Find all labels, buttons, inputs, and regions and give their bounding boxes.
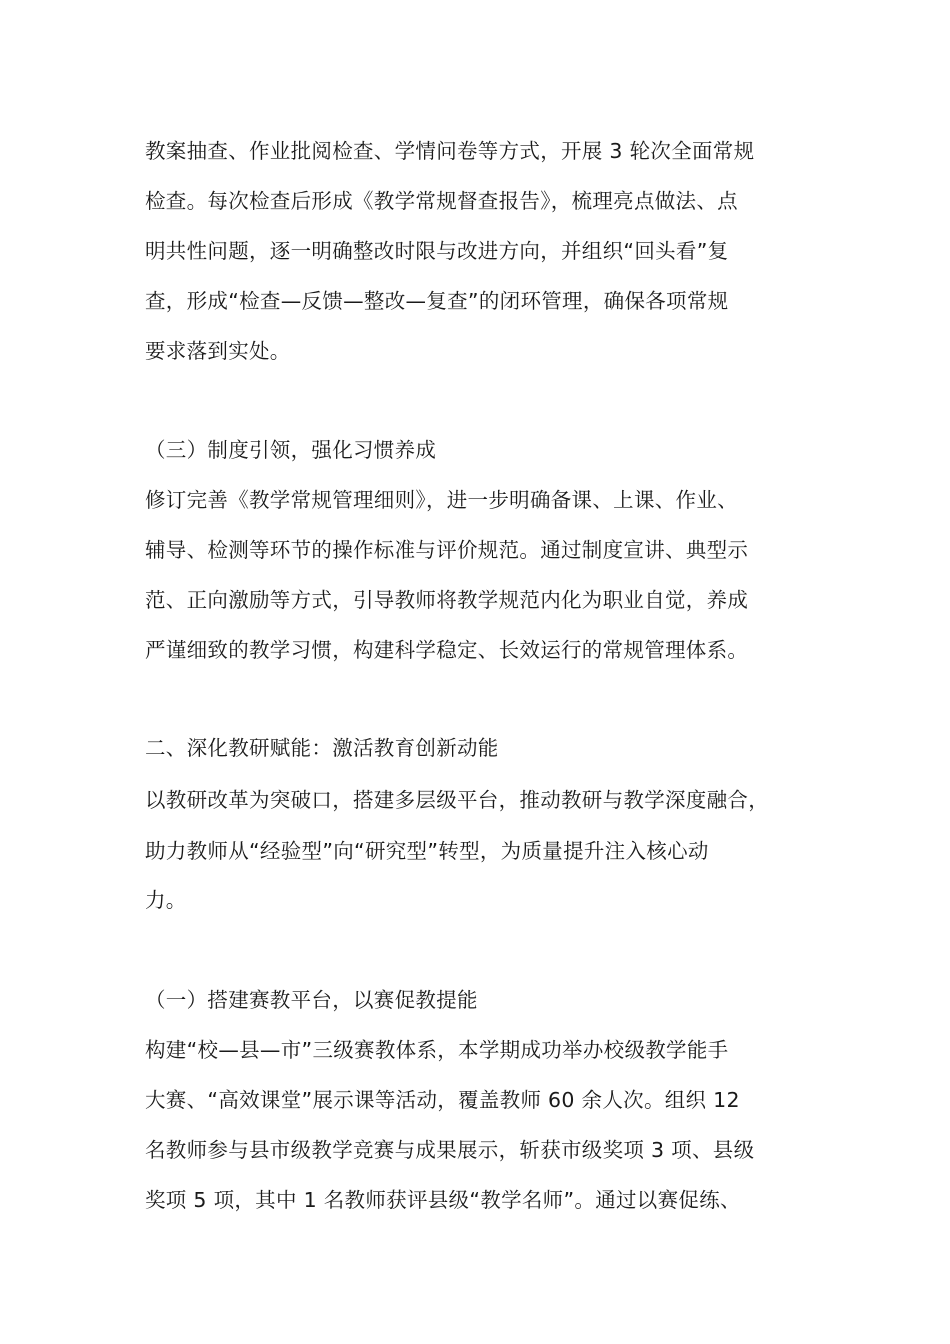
- paragraph-line: 检查。每次检查后形成《教学常规督查报告》，梳理亮点做法、点: [145, 189, 738, 213]
- paragraph-line: 助力教师从“经验型”向“研究型”转型，为质量提升注入核心动: [145, 839, 709, 863]
- paragraph-line: 修订完善《教学常规管理细则》，进一步明确备课、上课、作业、: [145, 488, 738, 512]
- paragraph-line: 以教研改革为突破口，搭建多层级平台，推动教研与教学深度融合，: [145, 788, 769, 812]
- part-heading: 二、深化教研赋能：激活教育创新动能: [145, 736, 499, 760]
- paragraph-line: 范、正向激励等方式，引导教师将教学规范内化为职业自觉，养成: [145, 588, 749, 612]
- paragraph-line: 构建“校—县—市”三级赛教体系，本学期成功举办校级教学能手: [145, 1038, 729, 1062]
- paragraph-line: 大赛、“高效课堂”展示课等活动，覆盖教师 60 余人次。组织 12: [145, 1088, 740, 1112]
- paragraph-line: 要求落到实处。: [145, 339, 291, 363]
- paragraph-line: 辅导、检测等环节的操作标准与评价规范。通过制度宣讲、典型示: [145, 538, 749, 562]
- paragraph-line: 名教师参与县市级教学竞赛与成果展示，斩获市级奖项 3 项、县级: [145, 1138, 755, 1162]
- section-heading: （三）制度引领，强化习惯养成: [145, 438, 437, 462]
- paragraph-line: 教案抽查、作业批阅检查、学情问卷等方式，开展 3 轮次全面常规: [145, 139, 755, 163]
- paragraph-line: 查，形成“检查—反馈—整改—复查”的闭环管理，确保各项常规: [145, 289, 729, 313]
- section-heading: （一）搭建赛教平台，以赛促教提能: [145, 988, 478, 1012]
- paragraph-line: 力。: [145, 888, 187, 912]
- paragraph-line: 严谨细致的教学习惯，构建科学稳定、长效运行的常规管理体系。: [145, 638, 749, 662]
- paragraph-line: 明共性问题，逐一明确整改时限与改进方向，并组织“回头看”复: [145, 239, 729, 263]
- paragraph-line: 奖项 5 项，其中 1 名教师获评县级“教学名师”。通过以赛促练、: [145, 1188, 741, 1212]
